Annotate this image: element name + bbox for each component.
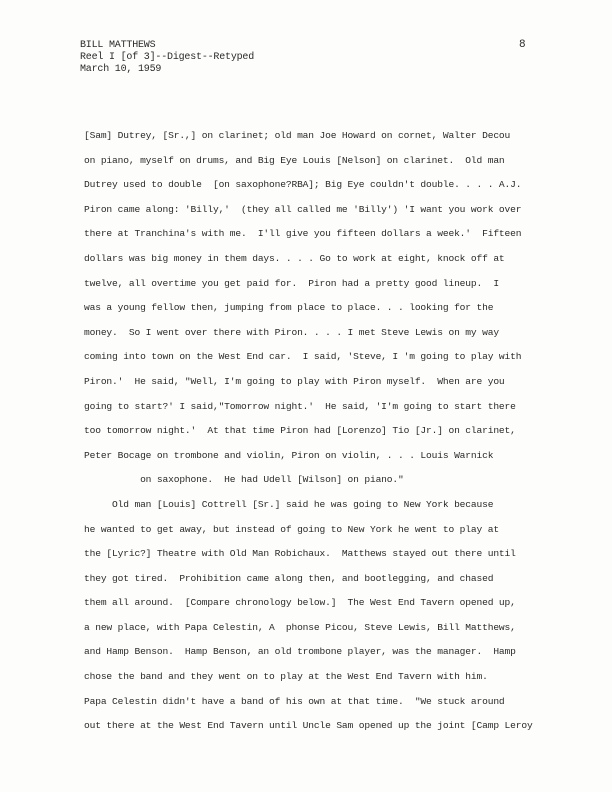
reel-info: Reel I [of 3]--Digest--Retyped [80, 52, 255, 63]
interviewee-name: BILL MATTHEWS [80, 40, 156, 51]
interview-date: March 10, 1959 [80, 64, 162, 75]
transcript-line: too tomorrow night.' At that time Piron had [Lorenzo] Tio [Jr.] on clarinet, [84, 425, 516, 437]
transcript-line: Piron came along: 'Billy,' (they all called me 'Billy') 'I want you work over [84, 203, 522, 215]
transcript-line: Piron.' He said, "Well, I'm going to play with Piron myself. When are you [84, 375, 505, 387]
transcript-line: Peter Bocage on trombone and violin, Piron on violin, . . . Louis Warnick [84, 449, 494, 461]
transcript-line: the [Lyric?] Theatre with Old Man Robichaux. Matthews stayed out there until [84, 548, 516, 560]
transcript-line: they got tired. Prohibition came along then, and bootlegging, and chased [84, 572, 494, 584]
transcript-line: Papa Celestin didn't have a band of his own at that time. "We stuck around [84, 695, 505, 707]
transcript-body [84, 124, 584, 739]
transcript-line: out there at the West End Tavern until Uncle Sam opened up the joint [Camp Leroy [84, 720, 533, 732]
transcript-line: chose the band and they went on to play at the West End Tavern with him. [84, 671, 488, 683]
transcript-line: and Hamp Benson. Hamp Benson, an old trombone player, was the manager. Hamp [84, 646, 516, 658]
transcript-line: going to start?' I said,"Tomorrow night.' He said, 'I'm going to start there [84, 400, 516, 412]
transcript-line: [Sam] Dutrey, [Sr.,] on clarinet; old man Joe Howard on cornet, Walter Decou [84, 130, 511, 141]
transcript-line: Dutrey used to double [on saxophone?RBA]; Big Eye couldn't double. . . . A.J. [84, 179, 522, 191]
transcript-line: money. So I went over there with Piron. . . . I met Steve Lewis on my way [84, 326, 499, 338]
transcript-line: there at Tranchina's with me. I'll give you fifteen dollars a week.' Fifteen [84, 228, 522, 240]
transcript-line: on saxophone. He had Udell [Wilson] on piano." [84, 474, 404, 486]
transcript-line: coming into town on the West End car. I said, 'Steve, I 'm going to play with [84, 351, 522, 363]
transcript-line: a new place, with Papa Celestin, A phonse Picou, Steve Lewis, Bill Matthews, [84, 621, 516, 633]
transcript-line: on piano, myself on drums, and Big Eye Louis [Nelson] on clarinet. Old man [84, 154, 505, 166]
transcript-line: twelve, all overtime you get paid for. Piron had a pretty good lineup. I [84, 277, 499, 289]
transcript-line: Old man [Louis] Cottrell [Sr.] said he was going to New York because [84, 498, 494, 510]
transcript-line: he wanted to get away, but instead of going to New York he went to play at [84, 523, 499, 535]
transcript-line: them all around. [Compare chronology below.] The West End Tavern opened up, [84, 597, 516, 609]
transcript-line: dollars was big money in them days. . . . Go to work at eight, knock off at [84, 252, 505, 264]
transcript-line: was a young fellow then, jumping from place to place. . . looking for the [84, 302, 494, 314]
document-header [80, 40, 254, 76]
page-number: 8 [519, 39, 526, 51]
